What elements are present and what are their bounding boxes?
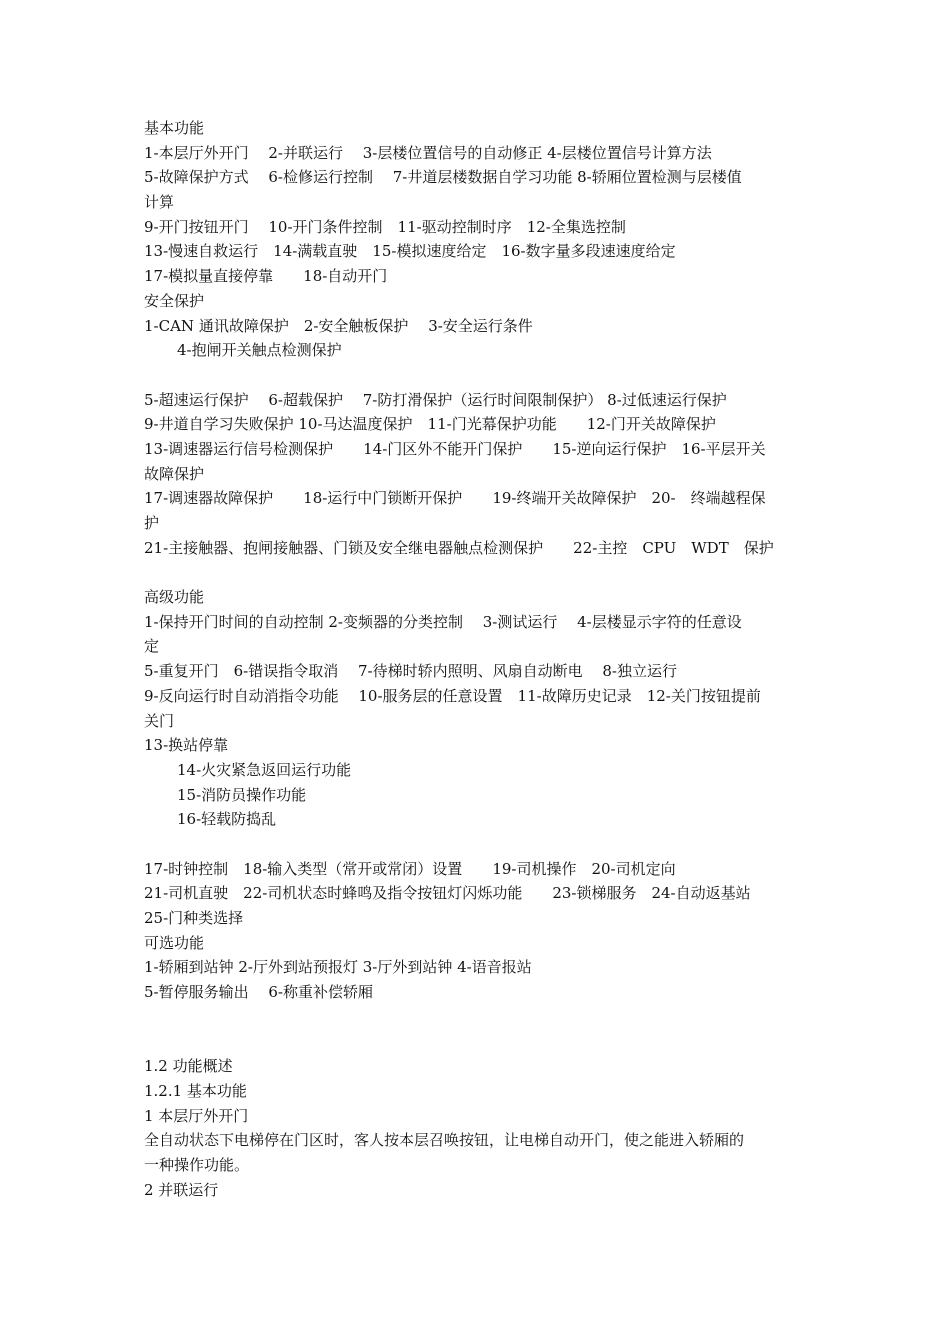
- text-line: 定: [144, 637, 160, 656]
- text-line: 9-反向运行时自动消指令功能 10-服务层的任意设置 11-故障历史记录 12-关门按钮提前: [144, 686, 761, 705]
- text-line: 17-模拟量直接停靠 18-自动开门: [144, 267, 388, 286]
- subsection-heading: 1.2.1 基本功能: [144, 1081, 247, 1100]
- document-page: [144, 116, 808, 1202]
- blank-line: [144, 1005, 808, 1030]
- blank-line: [144, 560, 808, 585]
- blank-line: [144, 363, 808, 388]
- text-line: 17-调速器故障保护 18-运行中门锁断开保护 19-终端开关故障保护 20- 终端越程保: [144, 489, 766, 508]
- paragraph-line: 全自动状态下电梯停在门区时，客人按本层召唤按钮，让电梯自动开门，使之能进入轿厢的: [144, 1131, 745, 1150]
- text-line: 护: [144, 514, 160, 532]
- text-line: 14-火灾紧急返回运行功能: [177, 760, 352, 779]
- text-line: 5-暂停服务输出 6-称重补偿轿厢: [144, 983, 373, 1002]
- text-line: 25-门种类选择: [144, 909, 244, 927]
- text-line: 故障保护: [144, 464, 205, 483]
- text-line: 5-故障保护方式 6-检修运行控制 7-井道层楼数据自学习功能 8-轿厢位置检测与层楼值: [144, 168, 742, 187]
- paragraph-line: 一种操作功能。: [144, 1155, 250, 1174]
- text-line: 21-司机直驶 22-司机状态时蜂鸣及指令按钮灯闪烁功能 23-锁梯服务 24-自动返基站: [144, 884, 751, 903]
- text-line: 1-CAN 通讯故障保护 2-安全触板保护 3-安全运行条件: [144, 316, 533, 335]
- chapter-heading: 1.2 功能概述: [144, 1057, 233, 1076]
- section-heading-optional: 可选功能: [144, 933, 205, 952]
- text-line: 17-时钟控制 18-输入类型（常开或常闭）设置 19-司机操作 20-司机定向: [144, 859, 676, 878]
- blank-line: [144, 832, 808, 857]
- text-line: 9-井道自学习失败保护 10-马达温度保护 11-门光幕保护功能 12-门开关故障保护: [144, 415, 716, 434]
- text-line: 15-消防员操作功能: [177, 785, 307, 804]
- text-line: 13-调速器运行信号检测保护 14-门区外不能开门保护 15-逆向运行保护 16-平层开关: [144, 439, 766, 458]
- text-line: 13-慢速自救运行 14-满载直驶 15-模拟速度给定 16-数字量多段速速度给定: [144, 242, 676, 261]
- text-line: 计算: [144, 193, 175, 212]
- text-line: 5-重复开门 6-错误指令取消 7-待梯时轿内照明、风扇自动断电 8-独立运行: [144, 662, 677, 681]
- section-heading-advanced: 高级功能: [144, 588, 205, 607]
- item-heading: 1 本层厅外开门: [144, 1106, 249, 1125]
- text-line: 16-轻载防捣乱: [177, 810, 277, 829]
- text-line: 13-换站停靠: [144, 736, 229, 755]
- text-line: 5-超速运行保护 6-超载保护 7-防打滑保护（运行时间限制保护） 8-过低速运行保护: [144, 390, 727, 409]
- text-line: 21-主接触器、抱闸接触器、门锁及安全继电器触点检测保护 22-主控 CPU WDT 保护: [144, 538, 774, 557]
- text-line: 4-抱闸开关触点检测保护: [177, 341, 342, 360]
- text-line: 1-轿厢到站钟 2-厅外到站预报灯 3-厅外到站钟 4-语音报站: [144, 958, 532, 977]
- section-heading-basic: 基本功能: [144, 119, 205, 137]
- blank-line: [144, 1029, 808, 1054]
- text-line: 1-本层厅外开门 2-并联运行 3-层楼位置信号的自动修正 4-层楼位置信号计算方法: [144, 143, 712, 162]
- item-heading: 2 并联运行: [144, 1180, 219, 1199]
- text-line: 1-保持开门时间的自动控制 2-变频器的分类控制 3-测试运行 4-层楼显示字符的任意设: [144, 612, 742, 631]
- text-line: 9-开门按钮开门 10-开门条件控制 11-驱动控制时序 12-全集选控制: [144, 217, 626, 236]
- text-line: 关门: [144, 711, 175, 730]
- section-heading-safety: 安全保护: [144, 291, 205, 310]
